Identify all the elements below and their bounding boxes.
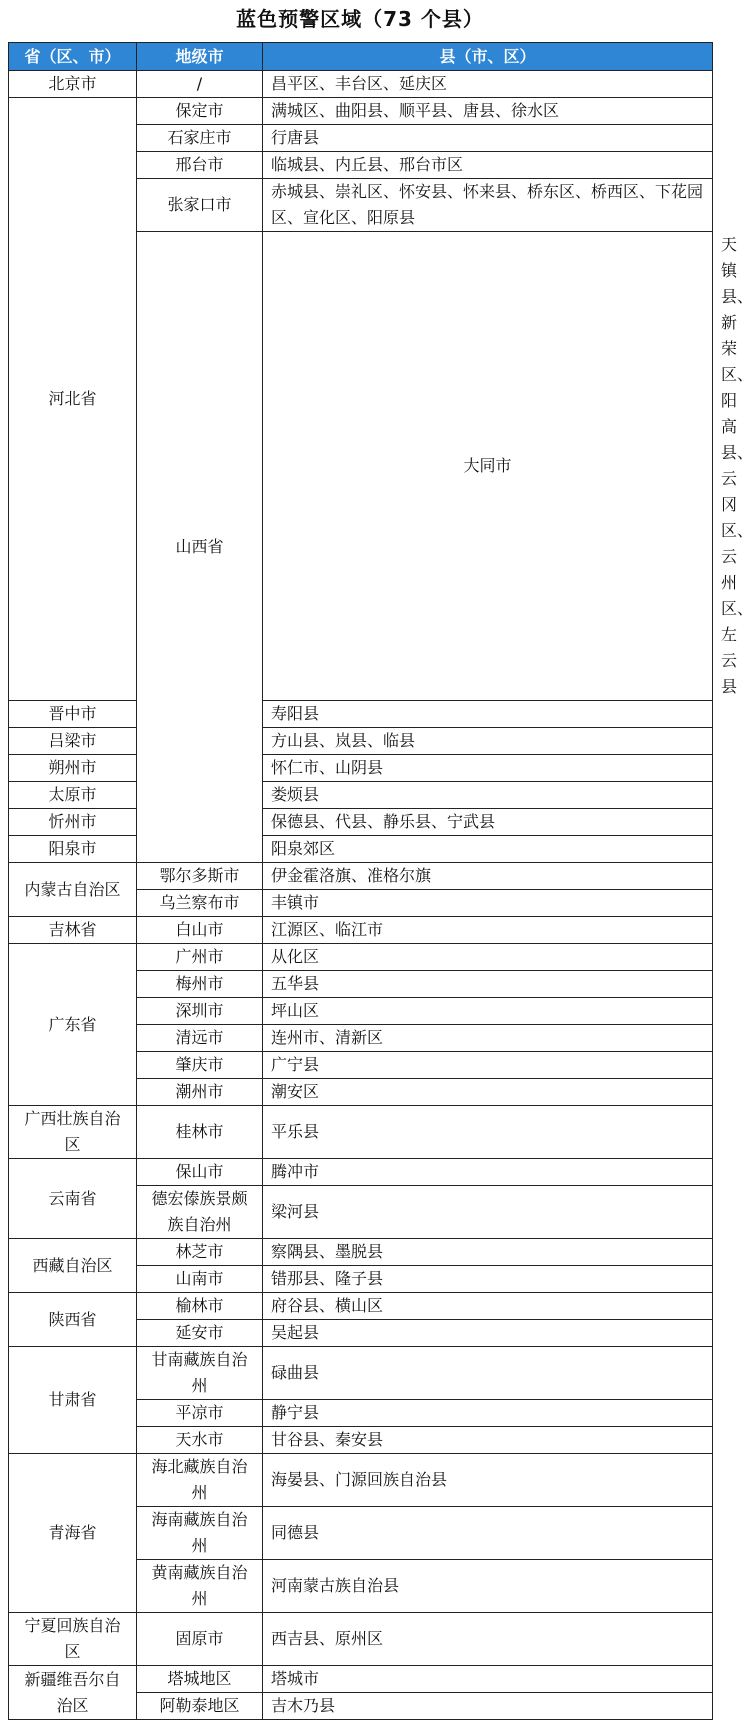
- table-row: [9, 728, 713, 755]
- county-cell: 察隅县、墨脱县: [263, 1239, 713, 1266]
- city-cell: 广州市: [137, 944, 263, 971]
- county-cell: 伊金霍洛旗、准格尔旗: [263, 863, 713, 890]
- county-cell: 五华县: [263, 971, 713, 998]
- warning-region-table: [8, 42, 753, 1720]
- city-cell: 黄南藏族自治州: [137, 1560, 263, 1613]
- province-cell: 宁夏回族自治区: [9, 1613, 137, 1666]
- county-cell: 潮安区: [263, 1079, 713, 1106]
- county-cell: 静宁县: [263, 1400, 713, 1427]
- province-cell: 云南省: [9, 1159, 137, 1239]
- county-cell: 错那县、隆子县: [263, 1266, 713, 1293]
- table-row: [9, 1347, 713, 1400]
- city-cell: 吕梁市: [9, 728, 137, 755]
- header-province: 省（区、市）: [9, 43, 137, 71]
- county-cell: 连州市、清新区: [263, 1025, 713, 1052]
- city-cell: 甘南藏族自治州: [137, 1347, 263, 1400]
- province-cell: 山西省: [137, 232, 263, 863]
- city-cell: 山南市: [137, 1266, 263, 1293]
- city-cell: /: [137, 71, 263, 98]
- table-row: [9, 782, 713, 809]
- county-cell: 娄烦县: [263, 782, 713, 809]
- table-row: [9, 944, 713, 971]
- city-cell: 邢台市: [137, 152, 263, 179]
- county-cell: 吉木乃县: [263, 1693, 713, 1720]
- city-cell: 保定市: [137, 98, 263, 125]
- table-row: [9, 701, 713, 728]
- table-row: [9, 1106, 713, 1159]
- city-cell: 天水市: [137, 1427, 263, 1454]
- table-header-row: [9, 43, 713, 71]
- table-body: [9, 71, 753, 1720]
- city-cell: 晋中市: [9, 701, 137, 728]
- province-cell: 广西壮族自治区: [9, 1106, 137, 1159]
- table-row: [9, 917, 713, 944]
- county-cell: 甘谷县、秦安县: [263, 1427, 713, 1454]
- county-cell: 吴起县: [263, 1320, 713, 1347]
- county-cell: 阳泉郊区: [263, 836, 713, 863]
- province-cell: 吉林省: [9, 917, 137, 944]
- city-cell: 白山市: [137, 917, 263, 944]
- county-cell: 平乐县: [263, 1106, 713, 1159]
- county-cell: 塔城市: [263, 1666, 713, 1693]
- city-cell: 梅州市: [137, 971, 263, 998]
- table-row: [9, 1239, 713, 1266]
- city-cell: 林芝市: [137, 1239, 263, 1266]
- city-cell: 阿勒泰地区: [137, 1693, 263, 1720]
- county-cell: 江源区、临江市: [263, 917, 713, 944]
- city-cell: 肇庆市: [137, 1052, 263, 1079]
- city-cell: 保山市: [137, 1159, 263, 1186]
- city-cell: 鄂尔多斯市: [137, 863, 263, 890]
- table-row: [9, 755, 713, 782]
- table-row: 山西省 大同市 天镇县、新荣区、阳高县、云冈区、云州区、左云县: [9, 232, 713, 701]
- city-cell: 榆林市: [137, 1293, 263, 1320]
- county-cell: 海晏县、门源回族自治县: [263, 1454, 713, 1507]
- county-cell: 昌平区、丰台区、延庆区: [263, 71, 713, 98]
- city-cell: 清远市: [137, 1025, 263, 1052]
- table-row: [9, 809, 713, 836]
- city-cell: 固原市: [137, 1613, 263, 1666]
- city-cell: 桂林市: [137, 1106, 263, 1159]
- table-row: [9, 98, 713, 125]
- city-cell: 延安市: [137, 1320, 263, 1347]
- county-cell: 保德县、代县、静乐县、宁武县: [263, 809, 713, 836]
- county-cell: 府谷县、横山区: [263, 1293, 713, 1320]
- county-cell: 梁河县: [263, 1186, 713, 1239]
- county-cell: 从化区: [263, 944, 713, 971]
- city-cell: 朔州市: [9, 755, 137, 782]
- province-cell: 甘肃省: [9, 1347, 137, 1454]
- county-cell: 临城县、内丘县、邢台市区: [263, 152, 713, 179]
- province-cell: 青海省: [9, 1454, 137, 1613]
- county-cell: 西吉县、原州区: [263, 1613, 713, 1666]
- province-cell: 北京市: [9, 71, 137, 98]
- city-cell: 平凉市: [137, 1400, 263, 1427]
- province-cell: 西藏自治区: [9, 1239, 137, 1293]
- city-cell: 石家庄市: [137, 125, 263, 152]
- table-row: [9, 1613, 713, 1666]
- county-cell: 赤城县、崇礼区、怀安县、怀来县、桥东区、桥西区、下花园区、宣化区、阳原县: [263, 179, 713, 232]
- city-cell: 张家口市: [137, 179, 263, 232]
- county-cell: 河南蒙古族自治县: [263, 1560, 713, 1613]
- province-cell: 广东省: [9, 944, 137, 1106]
- county-cell: 方山县、岚县、临县: [263, 728, 713, 755]
- city-cell: 德宏傣族景颇族自治州: [137, 1186, 263, 1239]
- table-row: [9, 863, 713, 890]
- table-row: [9, 1666, 713, 1693]
- city-cell: 塔城地区: [137, 1666, 263, 1693]
- province-cell: 陕西省: [9, 1293, 137, 1347]
- county-cell: 碌曲县: [263, 1347, 713, 1400]
- province-cell: 河北省: [9, 98, 137, 701]
- city-cell: 潮州市: [137, 1079, 263, 1106]
- county-cell: 腾冲市: [263, 1159, 713, 1186]
- county-cell: 怀仁市、山阴县: [263, 755, 713, 782]
- table-row: [9, 1454, 713, 1507]
- county-cell: 同德县: [263, 1507, 713, 1560]
- table-row: [9, 836, 713, 863]
- city-cell: 阳泉市: [9, 836, 137, 863]
- county-cell: 行唐县: [263, 125, 713, 152]
- city-cell: 大同市: [263, 232, 713, 701]
- header-city: 地级市: [137, 43, 263, 71]
- county-cell: 寿阳县: [263, 701, 713, 728]
- page-title: 蓝色预警区域（73 个县）: [236, 7, 484, 31]
- province-cell: 内蒙古自治区: [9, 863, 137, 917]
- table-row: [9, 1293, 713, 1320]
- city-cell: 太原市: [9, 782, 137, 809]
- county-cell: 坪山区: [263, 998, 713, 1025]
- city-cell: 海南藏族自治州: [137, 1507, 263, 1560]
- county-cell: 丰镇市: [263, 890, 713, 917]
- county-cell: 广宁县: [263, 1052, 713, 1079]
- city-cell: 乌兰察布市: [137, 890, 263, 917]
- table-row: [9, 71, 713, 98]
- city-cell: 海北藏族自治州: [137, 1454, 263, 1507]
- table-row: [9, 1159, 713, 1186]
- province-cell: 新疆维吾尔自治区: [9, 1666, 137, 1720]
- header-county: 县（市、区）: [263, 43, 713, 71]
- county-cell: 满城区、曲阳县、顺平县、唐县、徐水区: [263, 98, 713, 125]
- city-cell: 忻州市: [9, 809, 137, 836]
- city-cell: 深圳市: [137, 998, 263, 1025]
